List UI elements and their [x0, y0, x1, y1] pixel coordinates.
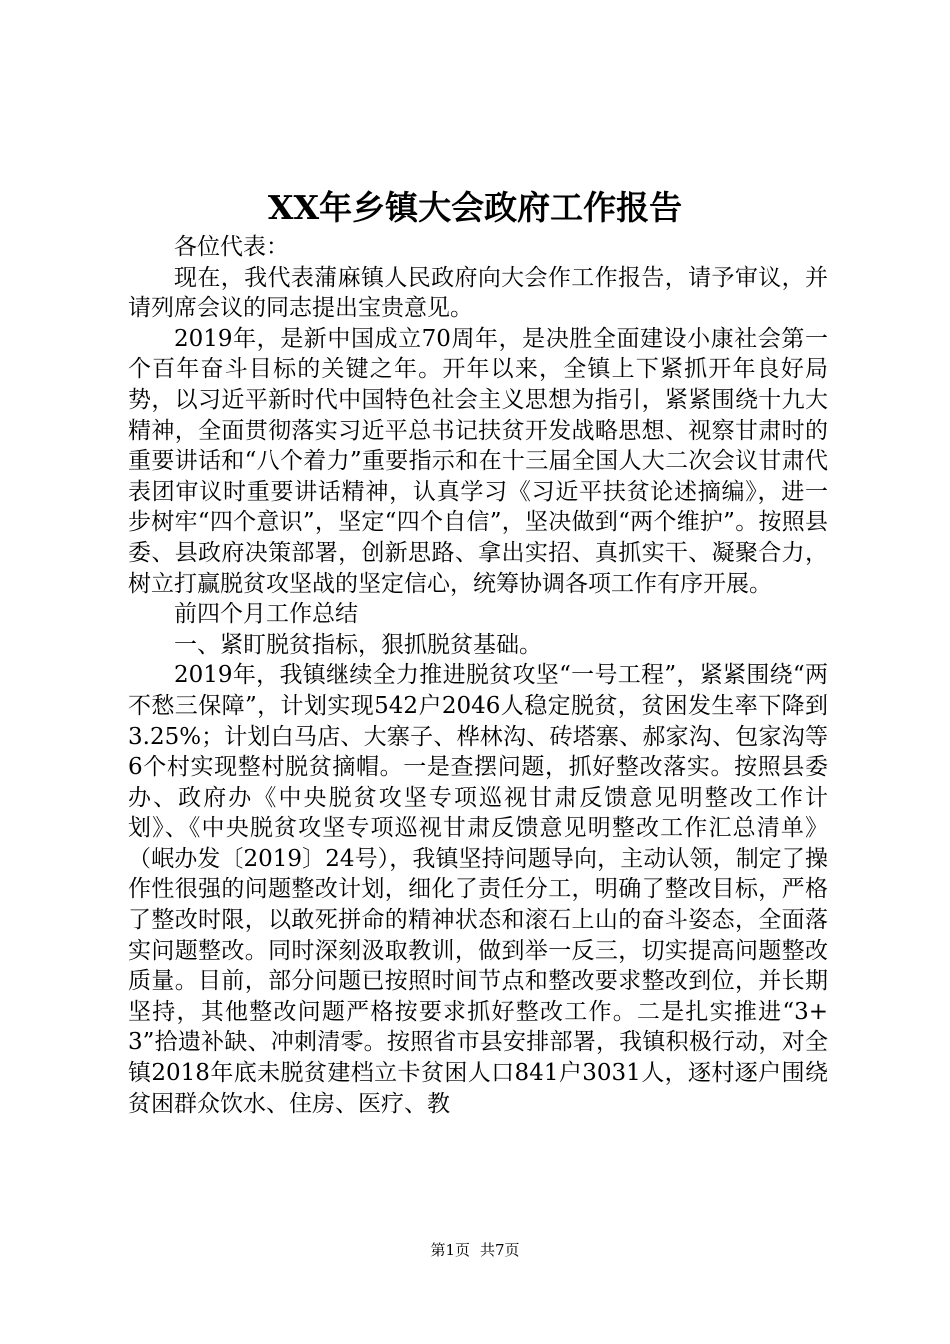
page-number: 第1页	[430, 1241, 470, 1259]
subsection-heading: 一、紧盯脱贫指标，狠抓脱贫基础。	[174, 631, 542, 658]
poverty-alleviation-paragraph: 2019年，我镇继续全力推进脱贫攻坚“一号工程”，紧紧围绕“两不愁三保障”，计划实现542户2046人稳定脱贫，贫困发生率下降到3.25%；计划白马店、大寨子、桦林沟、砖塔寨、郝家沟、包家沟等6个村实现整村脱贫摘帽。一是查摆问题，抓好整改落实。按照县委办、政府办《中央脱贫攻坚专项巡视甘肃反馈意见明整改工作计划》、《中央脱贫攻坚专项巡视甘肃反馈意见明整改工作汇总清单》（岷办发〔2019〕24号），我镇坚持问题导向，主动认领，制定了操作性很强的问题整改计划，细化了责任分工，明确了整改目标，严格了整改时限，以敢死拼命的精神状态和滚石上山的奋斗姿态，全面落实问题整改。同时深刻汲取教训，做到举一反三，切实提高问题整改质量。目前，部分问题已按照时间节点和整改要求整改到位，并长期坚持，其他整改问题严格按要求抓好整改工作。二是扎实推进“3+3”拾遗补缺、冲刺清零。按照省市县安排部署，我镇积极行动，对全镇2018年底未脱贫建档立卡贫困人口841户3031人，逐村逐户围绕贫困群众饮水、住房、医疗、教	[128, 662, 828, 1117]
document-title: XX年乡镇大会政府工作报告	[267, 188, 683, 227]
opening-paragraph: 现在，我代表蒲麻镇人民政府向大会作工作报告，请予审议，并请列席会议的同志提出宝贵意见。	[128, 264, 828, 322]
section-heading: 前四个月工作总结	[174, 601, 358, 628]
salutation-paragraph: 各位代表：	[174, 234, 289, 260]
page-footer	[0, 1240, 950, 1260]
page-total: 共7页	[480, 1241, 520, 1259]
overview-paragraph: 2019年，是新中国成立70周年，是决胜全面建设小康社会第一个百年奋斗目标的关键之年。开年以来，全镇上下紧抓开年良好局势，以习近平新时代中国特色社会主义思想为指引，紧紧围绕十九大精神，全面贯彻落实习近平总书记扶贫开发战略思想、视察甘肃时的重要讲话和“八个着力”重要指示和在十三届全国人大二次会议甘肃代表团审议时重要讲话精神，认真学习《习近平扶贫论述摘编》，进一步树牢“四个意识”，坚定“四个自信”，坚决做到“两个维护”。按照县委、县政府决策部署，创新思路、拿出实招、真抓实干、凝聚合力，树立打赢脱贫攻坚战的坚定信心，统筹协调各项工作有序开展。	[128, 325, 828, 597]
document-body	[128, 232, 828, 1119]
